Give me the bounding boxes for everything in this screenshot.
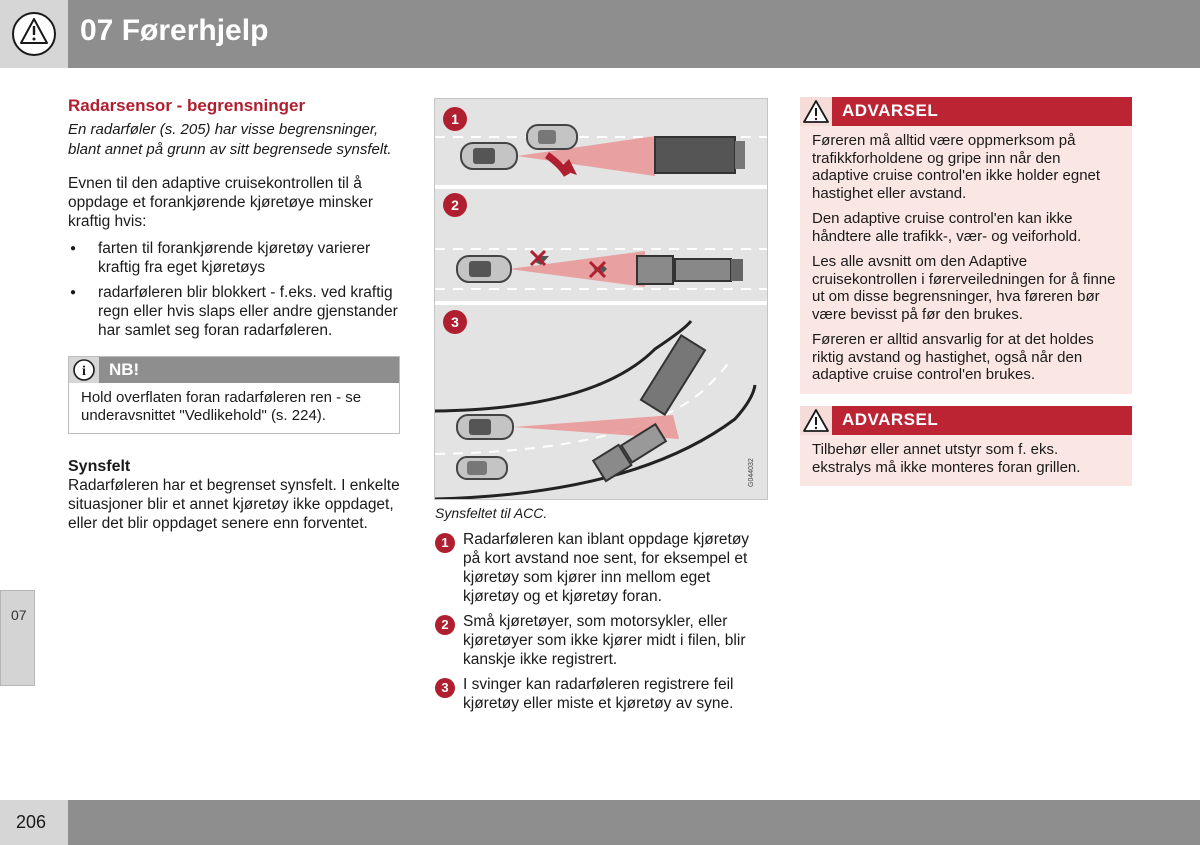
field-of-view-illustration [435,99,767,499]
warning-paragraph: Les alle avsnitt om den Adaptive cruisekontrollen i førerveiledningen for å finne ut om disse begrensninger, hva føreren bør være bevisst på før den brukes. [812,253,1116,323]
warning-icon-box [800,406,832,435]
warning-paragraph: Føreren må alltid være oppmerksom på trafikkforholdene og gripe inn når den adaptive cruise control'en ikke holder egnet hastighet eller avstand. [812,132,1101,202]
chapter-tab-label: 07 [11,607,27,623]
bullet-list [68,239,400,340]
warning-icon-box [800,97,832,126]
header-icon-box [0,0,68,68]
number-badge: 3 [435,678,455,698]
note-title: NB! [109,360,140,379]
warning-body [800,126,1132,394]
numbered-item [435,612,770,669]
panel-number: 1 [451,111,459,127]
page-number: 206 [16,812,47,832]
note-box [68,356,400,434]
numbered-item-text: Radarføleren kan iblant oppdage kjøretøy på kort avstand noe sent, for eksempel et kjøretøy som kjører inn mellom eget kjøretøy og et kjøretøy foran. [463,531,750,605]
bullet-item: ● radarføleren blir blokkert - f.eks. ved kraftig regn eller hvis slaps eller andre gjenstander har samlet seg foran radarføleren. [68,283,400,340]
warning-title: ADVARSEL [842,410,939,429]
acc-field-of-view-figure [434,98,768,500]
warning-title: ADVARSEL [842,101,939,120]
number-badge: 1 [435,533,455,553]
figure-caption: Synsfeltet til ACC. [435,505,548,521]
warning-circle-icon [0,0,68,68]
numbered-item [435,675,770,713]
subheading-synsfelt: Synsfelt [68,458,131,475]
warning-paragraph: Føreren er alltid ansvarlig for at det holdes riktig avstand og hastighet, også når den adaptive cruise control'en brukes. [812,331,1094,383]
bullet-item: ● farten til forankjørende kjøretøy varierer kraftig fra eget kjøretøys [68,239,400,277]
warning-header [800,406,1132,435]
warning-box [800,97,1132,394]
numbered-item-text: Små kjøretøyer, som motorsykler, eller kjøretøyer som ikke kjører midt i filen, blir kanskje ikke registrert. [463,613,746,668]
synsfelt-paragraph: Radarføleren har et begrenset synsfelt. I enkelte situasjoner blir et annet kjøretøy ikke oppdaget, eller det blir oppdaget senere enn forventet. [68,477,400,532]
numbered-item [435,530,770,606]
svg-text:i: i [82,364,86,379]
image-code: G044032 [748,458,755,487]
warning-triangle-icon [800,406,832,435]
page-header [0,0,1200,68]
warning-body [800,435,1132,486]
warning-box [800,406,1132,486]
intro-text: En radarføler (s. 205) har visse begrensninger, blant annet på grunn av sitt begrensede synsfelt. [68,121,392,158]
chapter-side-tab [0,590,35,686]
panel-number: 3 [451,314,459,330]
info-icon [69,357,99,383]
body-paragraph: Evnen til den adaptive cruisekontrollen til å oppdage et forankjørende kjøretøye minsker kraftig hvis: [68,175,373,230]
warning-paragraph: Tilbehør eller annet utstyr som f. eks. ekstralys må ikke monteres foran grillen. [812,441,1081,476]
numbered-item-text: I svinger kan radarføleren registrere feil kjøretøy eller miste et kjøretøy av syne. [463,676,734,712]
note-header [69,357,399,383]
warning-header [800,97,1132,126]
numbered-list [435,530,770,719]
page-footer [0,800,1200,845]
left-column [68,96,400,533]
warning-paragraph: Den adaptive cruise control'en kan ikke håndtere alle trafikk-, vær- og veiforhold. [812,210,1082,245]
warning-triangle-icon [800,97,832,126]
note-icon-box [69,357,99,383]
page-number-box [0,800,68,845]
chapter-title: 07 Førerhjelp [80,14,269,47]
section-heading: Radarsensor - begrensninger [68,96,306,115]
panel-number: 2 [451,197,459,213]
note-text: Hold overflaten foran radarføleren ren - se underavsnittet "Vedlikehold" (s. 224). [81,389,362,424]
number-badge: 2 [435,615,455,635]
